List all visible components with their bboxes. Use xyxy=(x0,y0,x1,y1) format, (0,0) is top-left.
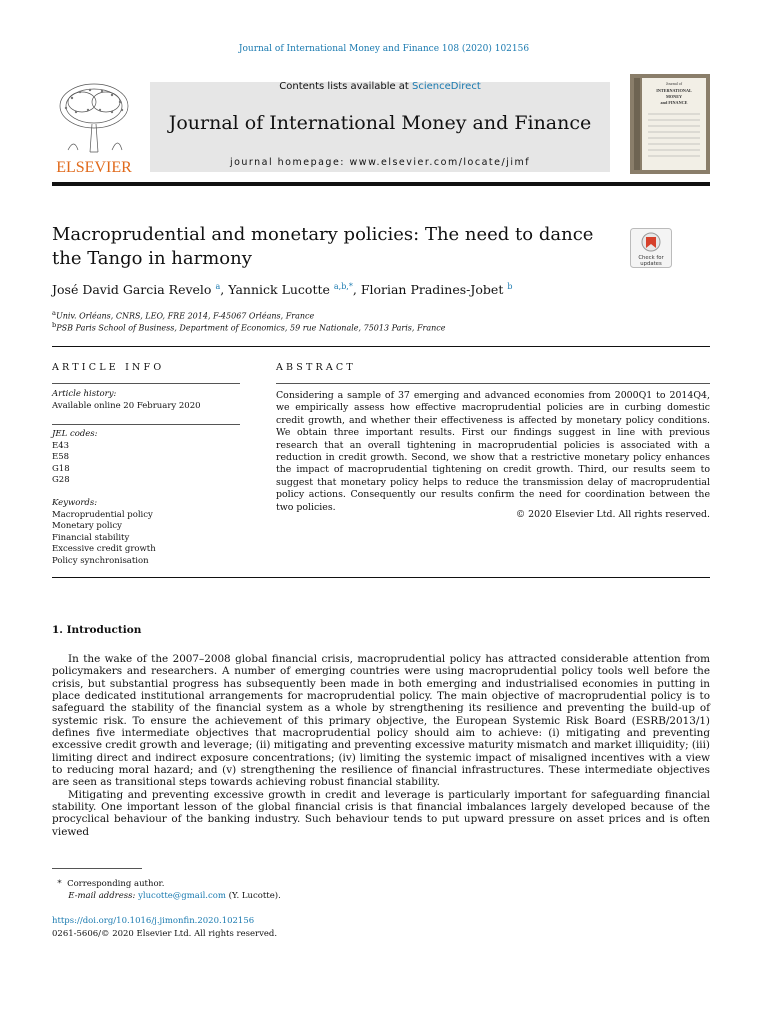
author-affiliation-mark[interactable]: a,b,* xyxy=(333,282,353,291)
issn-copyright: 0261-5606/© 2020 Elsevier Ltd. All rights reserved. xyxy=(52,928,278,939)
affiliation: $^a$Univ. Orléans, CNRS, LEO, FRE 2014, F-45067 Orléans, France xyxy=(52,309,315,321)
divider xyxy=(52,424,240,425)
divider xyxy=(52,346,710,347)
keyword[interactable]: Macroprudential policy xyxy=(52,509,153,520)
author-list: José David Garcia Revelo $^a$, Yannick Lucotte $^{a,b,*}$, Florian Pradines-Jobet $^b$ xyxy=(52,282,513,298)
journal-cover-icon xyxy=(630,74,710,174)
divider xyxy=(276,383,710,384)
jel-codes-label: JEL codes: xyxy=(52,429,98,439)
paragraph: In the wake of the 2007–2008 global financial crisis, macroprudential policy has attracted considerable attention from policymakers and researchers. A number of emerging countries were using macroprudential policy tools well before the crisis, but substantial progress has subsequently been made in both emerging and industrialised economies in putting in place dedicated institutional arrangements for macroprudential policy. The main objective of macroprudential policy is to safeguard the stability of the financial system as a whole by strengthening its resilience and preventing the build-up of systemic risk. To ensure the achievement of this primary objective, the European Systemic Risk Board (ESRB/2013/1) defines five intermediate objectives that macroprudential policy should aim to achieve: (i) mitigating and preventing excessive credit growth and leverage; (ii) mitigating and preventing excessive maturity mismatch and market illiquidity; (iii) limiting direct and indirect exposure concentrations; (iv) limiting the systemic impact of misaligned incentives with a view to reducing moral hazard; and (v) strengthening the resilience of financial infrastructures. These intermediate objectives are seen as transitional steps towards achieving robust financial stability. xyxy=(52,653,710,789)
article-history xyxy=(52,389,242,412)
svg-text:MONEY: MONEY xyxy=(665,94,683,99)
divider xyxy=(52,383,240,384)
author-affiliation-mark[interactable]: a xyxy=(215,282,221,291)
elsevier-logo xyxy=(52,80,136,176)
keywords xyxy=(52,498,242,567)
keyword[interactable]: Excessive credit growth xyxy=(52,544,156,554)
affiliation: $^b$PSB Paris School of Business, Department of Economics, 59 rue Nationale, 75013 Paris, France xyxy=(52,321,446,333)
journal-title: Journal of International Money and Finance xyxy=(168,112,592,134)
keyword[interactable]: Policy synchronisation xyxy=(52,555,149,566)
paragraph: Mitigating and preventing excessive growth in credit and leverage is particularly important for safeguarding financial stability. One important lesson of the global financial crisis is that financial imbalances largely developed because of the procyclical behaviour of the banking industry. Such behaviour tends to put upward pressure on asset prices and is often viewed xyxy=(52,788,710,838)
author-affiliation-mark[interactable]: b xyxy=(507,282,513,291)
divider xyxy=(52,577,710,578)
svg-text:Journal of: Journal of xyxy=(665,81,683,86)
jel-code: G28 xyxy=(52,475,70,485)
jel-codes xyxy=(52,429,242,487)
corresponding-author-note: * Corresponding author. xyxy=(57,879,165,889)
elsevier-wordmark: ELSEVIER xyxy=(56,159,132,176)
keyword[interactable]: Financial stability xyxy=(52,532,130,543)
email-note: E-mail address: ylucotte@gmail.com (Y. Lucotte). xyxy=(68,891,281,901)
svg-text:updates: updates xyxy=(640,261,662,267)
keyword[interactable]: Monetary policy xyxy=(52,521,122,531)
doi-link[interactable]: https://doi.org/10.1016/j.jimonfin.2020.102156 xyxy=(52,916,255,926)
author-name: Yannick Lucotte xyxy=(228,282,330,298)
svg-text:INTERNATIONAL: INTERNATIONAL xyxy=(656,88,692,93)
sciencedirect-link[interactable]: ScienceDirect xyxy=(412,81,481,92)
abstract-heading: ABSTRACT xyxy=(276,362,356,373)
jel-code: E58 xyxy=(52,452,70,462)
author-name: José David Garcia Revelo xyxy=(52,282,212,298)
introduction-body xyxy=(52,653,710,838)
svg-text:and FINANCE: and FINANCE xyxy=(660,100,688,105)
abstract-copyright: © 2020 Elsevier Ltd. All rights reserved. xyxy=(515,509,710,520)
jel-code: E43 xyxy=(52,440,70,451)
email-link[interactable]: ylucotte@gmail.com xyxy=(138,891,226,901)
paper-title: Macroprudential and monetary policies: The need to dance the Tango in harmony xyxy=(52,224,594,269)
author-name: Florian Pradines-Jobet xyxy=(360,282,504,298)
keywords-label: Keywords: xyxy=(52,498,98,508)
jel-code: G18 xyxy=(52,463,70,474)
contents-line xyxy=(150,81,610,92)
elsevier-tree-icon xyxy=(52,80,136,176)
doi-block xyxy=(52,915,277,940)
section-heading-introduction: 1. Introduction xyxy=(52,624,142,636)
svg-text:Check for: Check for xyxy=(638,255,664,261)
article-info-heading: ARTICLE INFO xyxy=(52,362,165,373)
article-history-value: Available online 20 February 2020 xyxy=(52,400,201,411)
article-history-label: Article history: xyxy=(52,389,117,399)
footnote-rule xyxy=(52,868,142,869)
abstract-text: Considering a sample of 37 emerging and advanced economies from 2000Q1 to 2014Q4, we empirically assess how effective macroprudential policies are in curbing domestic credit growth, and whether their effectiveness is affected by monetary policy conditions. We obtain three important results. First our findings suggest in line with previous research that an overall tightening in macroprudential policies is associated with a reduction in credit growth. Second, we show that a restrictive monetary policy enhances the impact of macroprudential tightening on credit growth. Third, our results seem to suggest that monetary policy helps to reduce the transmission delay of macroprudential policy actions. Consequently our results confirm the need for coordination between the two policies. xyxy=(276,390,710,513)
check-for-updates-icon xyxy=(630,228,672,268)
contents-prefix: Contents lists available at xyxy=(279,81,413,92)
header-rule xyxy=(52,182,710,186)
check-for-updates-button[interactable] xyxy=(630,228,672,268)
footnotes xyxy=(52,878,281,902)
journal-reference-link[interactable]: Journal of International Money and Finance 108 (2020) 102156 xyxy=(238,44,530,54)
journal-homepage[interactable]: journal homepage: www.elsevier.com/locate/jimf xyxy=(229,157,531,168)
journal-cover-image[interactable] xyxy=(630,74,710,174)
